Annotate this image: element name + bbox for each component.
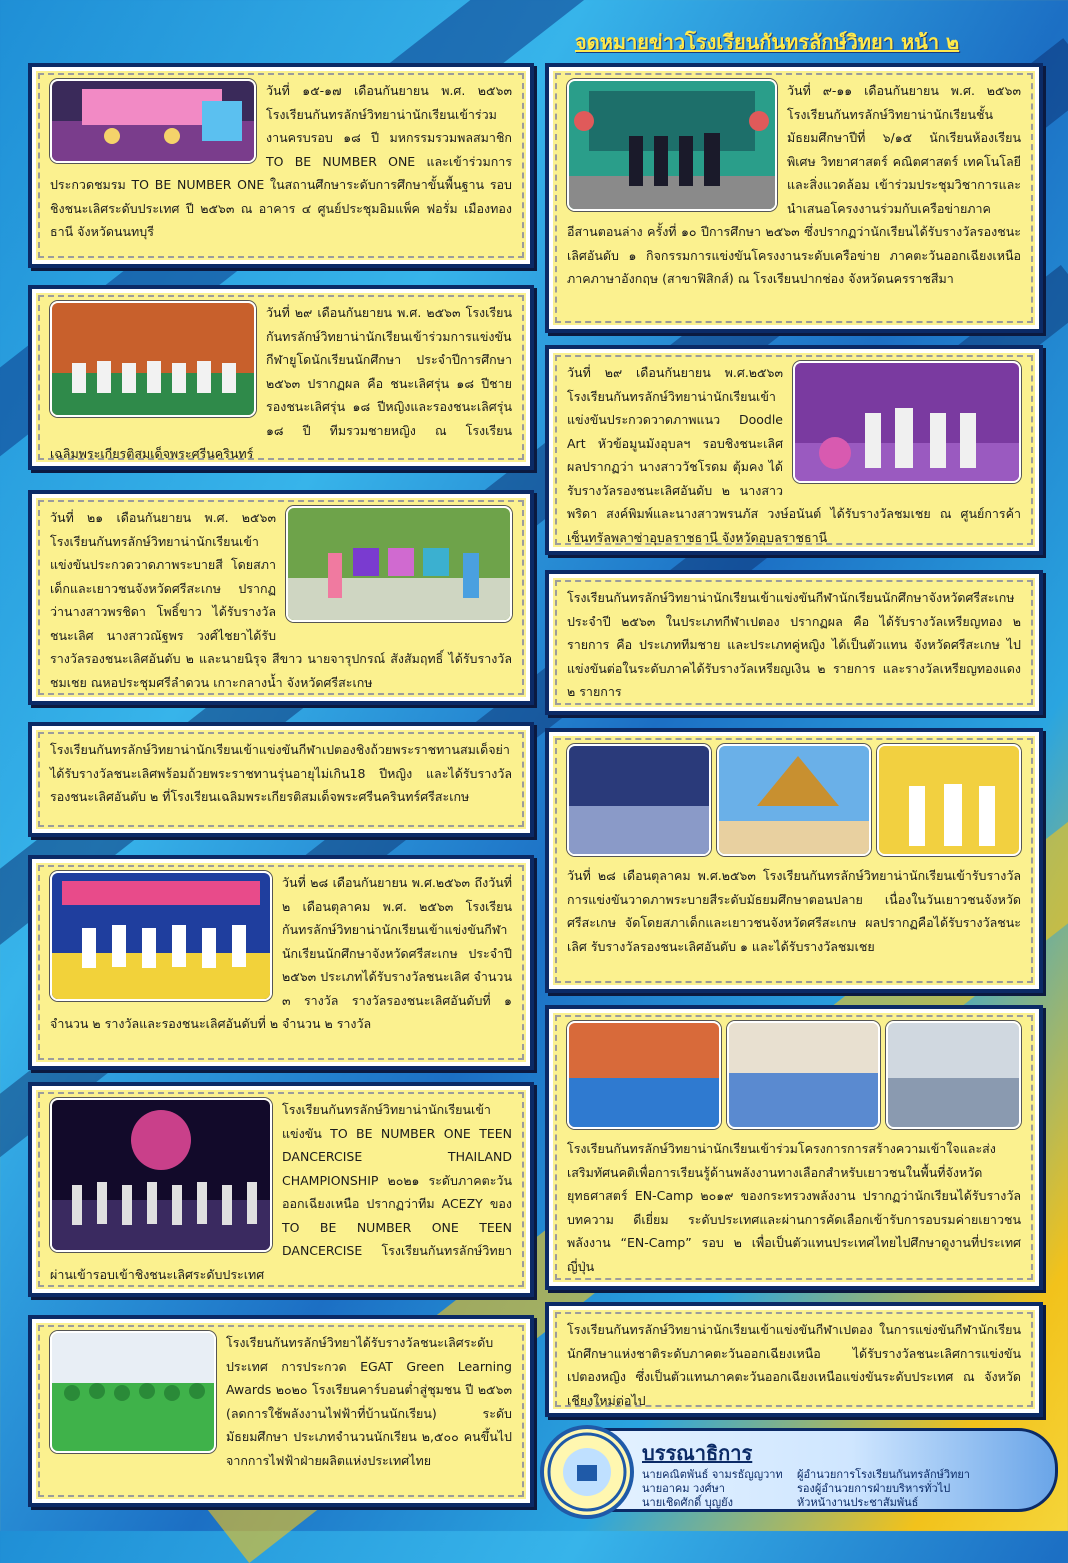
photo-youth-day-award [877, 744, 1021, 856]
photo-science-conference [567, 79, 777, 211]
photo-sports-award [50, 871, 272, 1001]
article-text: วันที่ ๒๘ เดือนตุลาคม พ.ศ.๒๕๖๓ โรงเรียนกันทรลักษ์วิทยาน่านักเรียนเข้ารับรางวัลการแข่งขันวาดภาพระบายสีระดับมัธยมศึกษาตอนปลาย เนื่องในวันเยาวชนจังหวัดศรีสะเกษ จัดโดยสภาเด็กและเยาวชนจังหวัดศรีสะเกษ ผลปรากฏคือได้รับรางวัลชนะเลิศ รับรางวัลรองชนะเลิศอันดับ ๑ และได้รับรางวัลชมเชย [567, 868, 1021, 954]
article-text: โรงเรียนกันทรลักษ์วิทยาน่านักเรียนเข้าร่วมโครงการการสร้างความเข้าใจและส่งเสริมทัศนคติเพื่อการเรียนรู้ด้านพลังงานทางเลือกสำหรับเยาวชนในพื้นที่จังหวัดยุทธศาสตร์ EN-Camp ๒๐๑๙ ของกระทรวงพลังงาน ปรากฏว่านักเรียนได้รับรางวัลบทความ ดีเยี่ยม ระดับประเทศและผ่านการคัดเลือกเข้ารับการอบรมค่ายเยาวชนพลังงาน “EN-Camp” รอบ ๒ เพื่อเป็นตัวแทนประเทศไทยไปศึกษาดูงานที่ประเทศญี่ปุ่น [567, 1141, 1021, 1274]
news-box-6 [28, 1082, 534, 1297]
photo-stage-event [50, 79, 256, 163]
news-box-2 [28, 285, 534, 470]
article-text: โรงเรียนกันทรลักษ์วิทยาน่านักเรียนเข้าแข่งขันกีฬาเปตอง ในการแข่งขันกีฬานักเรียนนักศึกษาแห่งชาติระดับภาคตะวันออกเฉียงเหนือ ได้รับรางวัลชนะเลิศการแข่งขันเปตองหญิง ซึ่งเป็นตัวแทนภาคตะวันออกเฉียงเหนือแข่งขันระดับประเทศ ณ จังหวัดเชียงใหม่ต่อไป [567, 1322, 1021, 1408]
editorial-row [642, 1493, 918, 1511]
editor-name: นายเชิดศักดิ์ บุญยัง [642, 1496, 733, 1509]
news-box-8 [545, 63, 1043, 333]
news-box-9 [545, 345, 1043, 555]
news-box-12 [545, 1005, 1043, 1290]
article-text: โรงเรียนกันทรลักษ์วิทยาน่านักเรียนเข้าแข่งขันกีฬานักเรียนนักศึกษาจังหวัดศรีสะเกษ ประจำปี ๒๕๖๓ ในประเภทกีฬาเปตอง ปรากฏผล คือ ได้รับรางวัลเหรียญทอง ๒ รายการ คือ ประเภททีมชาย และประเภทคู่หญิง ได้เป็นตัวแทน จังหวัดศรีสะเกษ ไปแข่งขันต่อในระดับภาคได้รับรางวัลเหรียญเงิน ๒ รายการ และรางวัลเหรียญทองแดง ๒ รายการ [567, 590, 1021, 699]
photo-dance-stage [50, 1098, 272, 1252]
editor-name: นายคณิตพันธ์ จามรธัญญวาท [642, 1468, 783, 1481]
news-box-1 [28, 63, 534, 268]
article-text: โรงเรียนกันทรลักษ์วิทยาได้รับรางวัลชนะเลิศระดับประเทศ การประกวด EGAT Green Learning Awards ๒๐๒๐ โรงเรียนคาร์บอนต่ำสู่ชุมชน ปี ๒๕๖๓ (ลดการใช้พลังงานไฟฟ้าที่บ้านนักเรียน) ระดับมัธยมศึกษา ประเภทจำนวนนักเรียน ๒,๕๐๐ คนขึ้นไป จากการไฟฟ้าฝ่ายผลิตแห่งประเทศไทย [226, 1335, 512, 1468]
news-box-7 [28, 1315, 534, 1507]
news-box-10 [545, 570, 1043, 715]
photo-judo-team [50, 301, 256, 417]
article-text: วันที่ ๒๙ เดือนกันยายน พ.ศ. ๒๕๖๓ โรงเรียนกันทรลักษ์วิทยาน่านักเรียนเข้าร่วมการแข่งขันกีฬายูโดนักเรียนนักศึกษา ประจำปีการศึกษา ๒๕๖๓ ปรากฏผล คือ ชนะเลิศรุ่น ๑๘ ปีชายรองชนะเลิศรุ่น ๑๘ ปีหญิงและรองชนะเลิศรุ่น ๑๘ ปี ทีมรวมชายหญิง ณ โรงเรียนเฉลิมพระเกียรติสมเด็จพระศรีนครินทร์ [50, 305, 512, 461]
article-text: วันที่ ๒๑ เดือนกันยายน พ.ศ. ๒๕๖๓ โรงเรียนกันทรลักษ์วิทยาน่านักเรียนเข้าแข่งขันประกวดวาดภาพระบายสี โดยสภาเด็กและเยาวชนจังหวัดศรีสะเกษ ปรากฏว่านางสาวพรชิดา โพธิ์ขาว ได้รับรางวัลชนะเลิศ นางสาวณัฐพร วงศ์ไชยาได้รับรางวัลรองชนะเลิศอันดับ ๒ และนายนิรุจ สีขาว นายจารุปกรณ์ สังสัมฤทธิ์ ได้รับรางวัลชมเชย ณหอประชุมศรีลำดวน เกาะกลางน้ำ จังหวัดศรีสะเกษ [50, 510, 512, 690]
photo-youth-day-temple [717, 744, 871, 856]
photo-encamp-classroom [727, 1021, 881, 1129]
news-box-5 [28, 855, 534, 1070]
article-text: โรงเรียนกันทรลักษ์วิทยาน่านักเรียนเข้าแข่งขัน TO BE NUMBER ONE TEEN DANCERCISE THAILAND CHAMPIONSHIP ๒๐๒๑ ระดับภาคตะวันออกเฉียงเหนือ ปรากฏว่าทีม ACEZY ของ TO BE NUMBER ONE TEEN DANCERCISE โรงเรียนกันทรลักษ์วิทยา ผ่านเข้ารอบเข้าชิงชนะเลิศระดับประเทศ [50, 1102, 512, 1282]
photo-encamp-workshop [886, 1021, 1021, 1129]
article-text: วันที่ ๒๙ เดือนกันยายน พ.ศ.๒๕๖๓ โรงเรียนกันทรลักษ์วิทยาน่านักเรียนเข้าแข่งขันประกวดวาดภาพแนว Doodle Art หัวข้อมูนมังอุบลฯ รอบชิงชนะเลิศ ผลปรากฏว่า นางสาววัชโรดม ตุ้มคง ได้รับรางวัลรองชนะเลิศอันดับ ๒ นางสาวพริดา สงค์พิมพ์และนางสาวพรนภัส วงษ์อนันต์ ได้รับรางวัลชมเชย ณ ศูนย์การค้าเซ็นทรัลพลาซ่าอุบลราชธานี จังหวัดอุบลราชธานี [567, 365, 1021, 545]
photo-encamp-group [567, 1021, 721, 1129]
article-text: โรงเรียนกันทรลักษ์วิทยาน่านักเรียนเข้าแข่งขันกีฬาเปตองชิงถ้วยพระราชทานสมเด็จย่าได้รับรางวัลชนะเลิศพร้อมถ้วยพระราชทานรุ่นอายุไม่เกิน18 ปีหญิง และได้รับรางวัลรองชนะเลิศอันดับ ๒ ที่โรงเรียนเฉลิมพระเกียรติสมเด็จพระศรีนครินทร์ศรีสะเกษ [50, 742, 512, 804]
photo-painting-award [286, 506, 512, 622]
photo-doodle-award [793, 361, 1021, 483]
editorial-panel [543, 1428, 1058, 1512]
editorial-title: บรรณาธิการ [642, 1441, 753, 1465]
school-seal-logo [540, 1425, 634, 1519]
editor-role: หัวหน้างานประชาสัมพันธ์ [797, 1496, 919, 1509]
news-box-3 [28, 490, 534, 705]
news-box-4 [28, 722, 534, 837]
article-text: วันที่ ๑๕-๑๗ เดือนกันยายน พ.ศ. ๒๕๖๓ โรงเรียนกันทรลักษ์วิทยาน่านักเรียนเข้าร่วมงานครบรอบ ๑๘ ปี มหกรรมรวมพลสมาชิก TO BE NUMBER ONE และเข้าร่วมการประกวดชมรม TO BE NUMBER ONE ในสถานศึกษาระดับการศึกษาขั้นพื้นฐาน รอบชิงชนะเลิศระดับประเทศ ปี ๒๕๖๓ ณ อาคาร ๔ ศูนย์ประชุมอิมแพ็ค ฟอรั่ม เมืองทองธานี จังหวัดนนทบุรี [50, 83, 512, 239]
page-title: จดหมายข่าวโรงเรียนกันทรลักษ์วิทยา หน้า ๒ [575, 30, 960, 54]
article-text: วันที่ ๒๘ เดือนกันยายน พ.ศ.๒๕๖๓ ถึงวันที่ ๒ เดือนตุลาคม พ.ศ. ๒๕๖๓ โรงเรียนกันทรลักษ์วิทยาน่านักเรียนเข้าแข่งขันกีฬานักเรียนนักศึกษาจังหวัดศรีสะเกษ ประจำปี ๒๕๖๓ ประเภทได้รับรางวัลชนะเลิศ จำนวน ๓ รางวัล รางวัลรองชนะเลิศอันดับที่ ๑ จำนวน ๒ รางวัลและรองชนะเลิศอันดับที่ ๒ จำนวน ๒ รางวัล [50, 875, 512, 1031]
photo-row [567, 744, 1021, 856]
news-box-13 [545, 1302, 1043, 1417]
photo-row [567, 1021, 1021, 1129]
editor-role: ผู้อำนวยการโรงเรียนกันทรลักษ์วิทยา [797, 1468, 970, 1481]
news-box-11 [545, 728, 1043, 993]
editor-name: นายอาคม วงศ์ษา [642, 1482, 725, 1495]
photo-youth-day-hall [567, 744, 711, 856]
photo-green-award [50, 1331, 216, 1453]
editor-role: รองผู้อำนวยการฝ่ายบริหารทั่วไป [797, 1482, 951, 1495]
article-text: วันที่ ๙-๑๑ เดือนกันยายน พ.ศ. ๒๕๖๓ โรงเรียนกันทรลักษ์วิทยาน่านักเรียนชั้นมัธยมศึกษาปีที่ ๖/๑๕ นักเรียนห้องเรียนพิเศษ วิทยาศาสตร์ คณิตศาสตร์ เทคโนโลยีและสิ่งแวดล้อม เข้าร่วมประชุมวิชาการและนำเสนอโครงงานร่วมกับเครือข่ายภาคอีสานตอนล่าง ครั้งที่ ๑๐ ปีการศึกษา ๒๕๖๓ ซึ่งปรากฏว่านักเรียนได้รับรางวัลรองชนะเลิศอันดับ ๑ กิจกรรมการแข่งขันโครงงานระดับเครือข่าย ภาคตะวันออกเฉียงเหนือภาคภาษาอังกฤษ (สาขาฟิสิกส์) ณ โรงเรียนปากช่อง จังหวัดนครราชสีมา [567, 83, 1021, 286]
